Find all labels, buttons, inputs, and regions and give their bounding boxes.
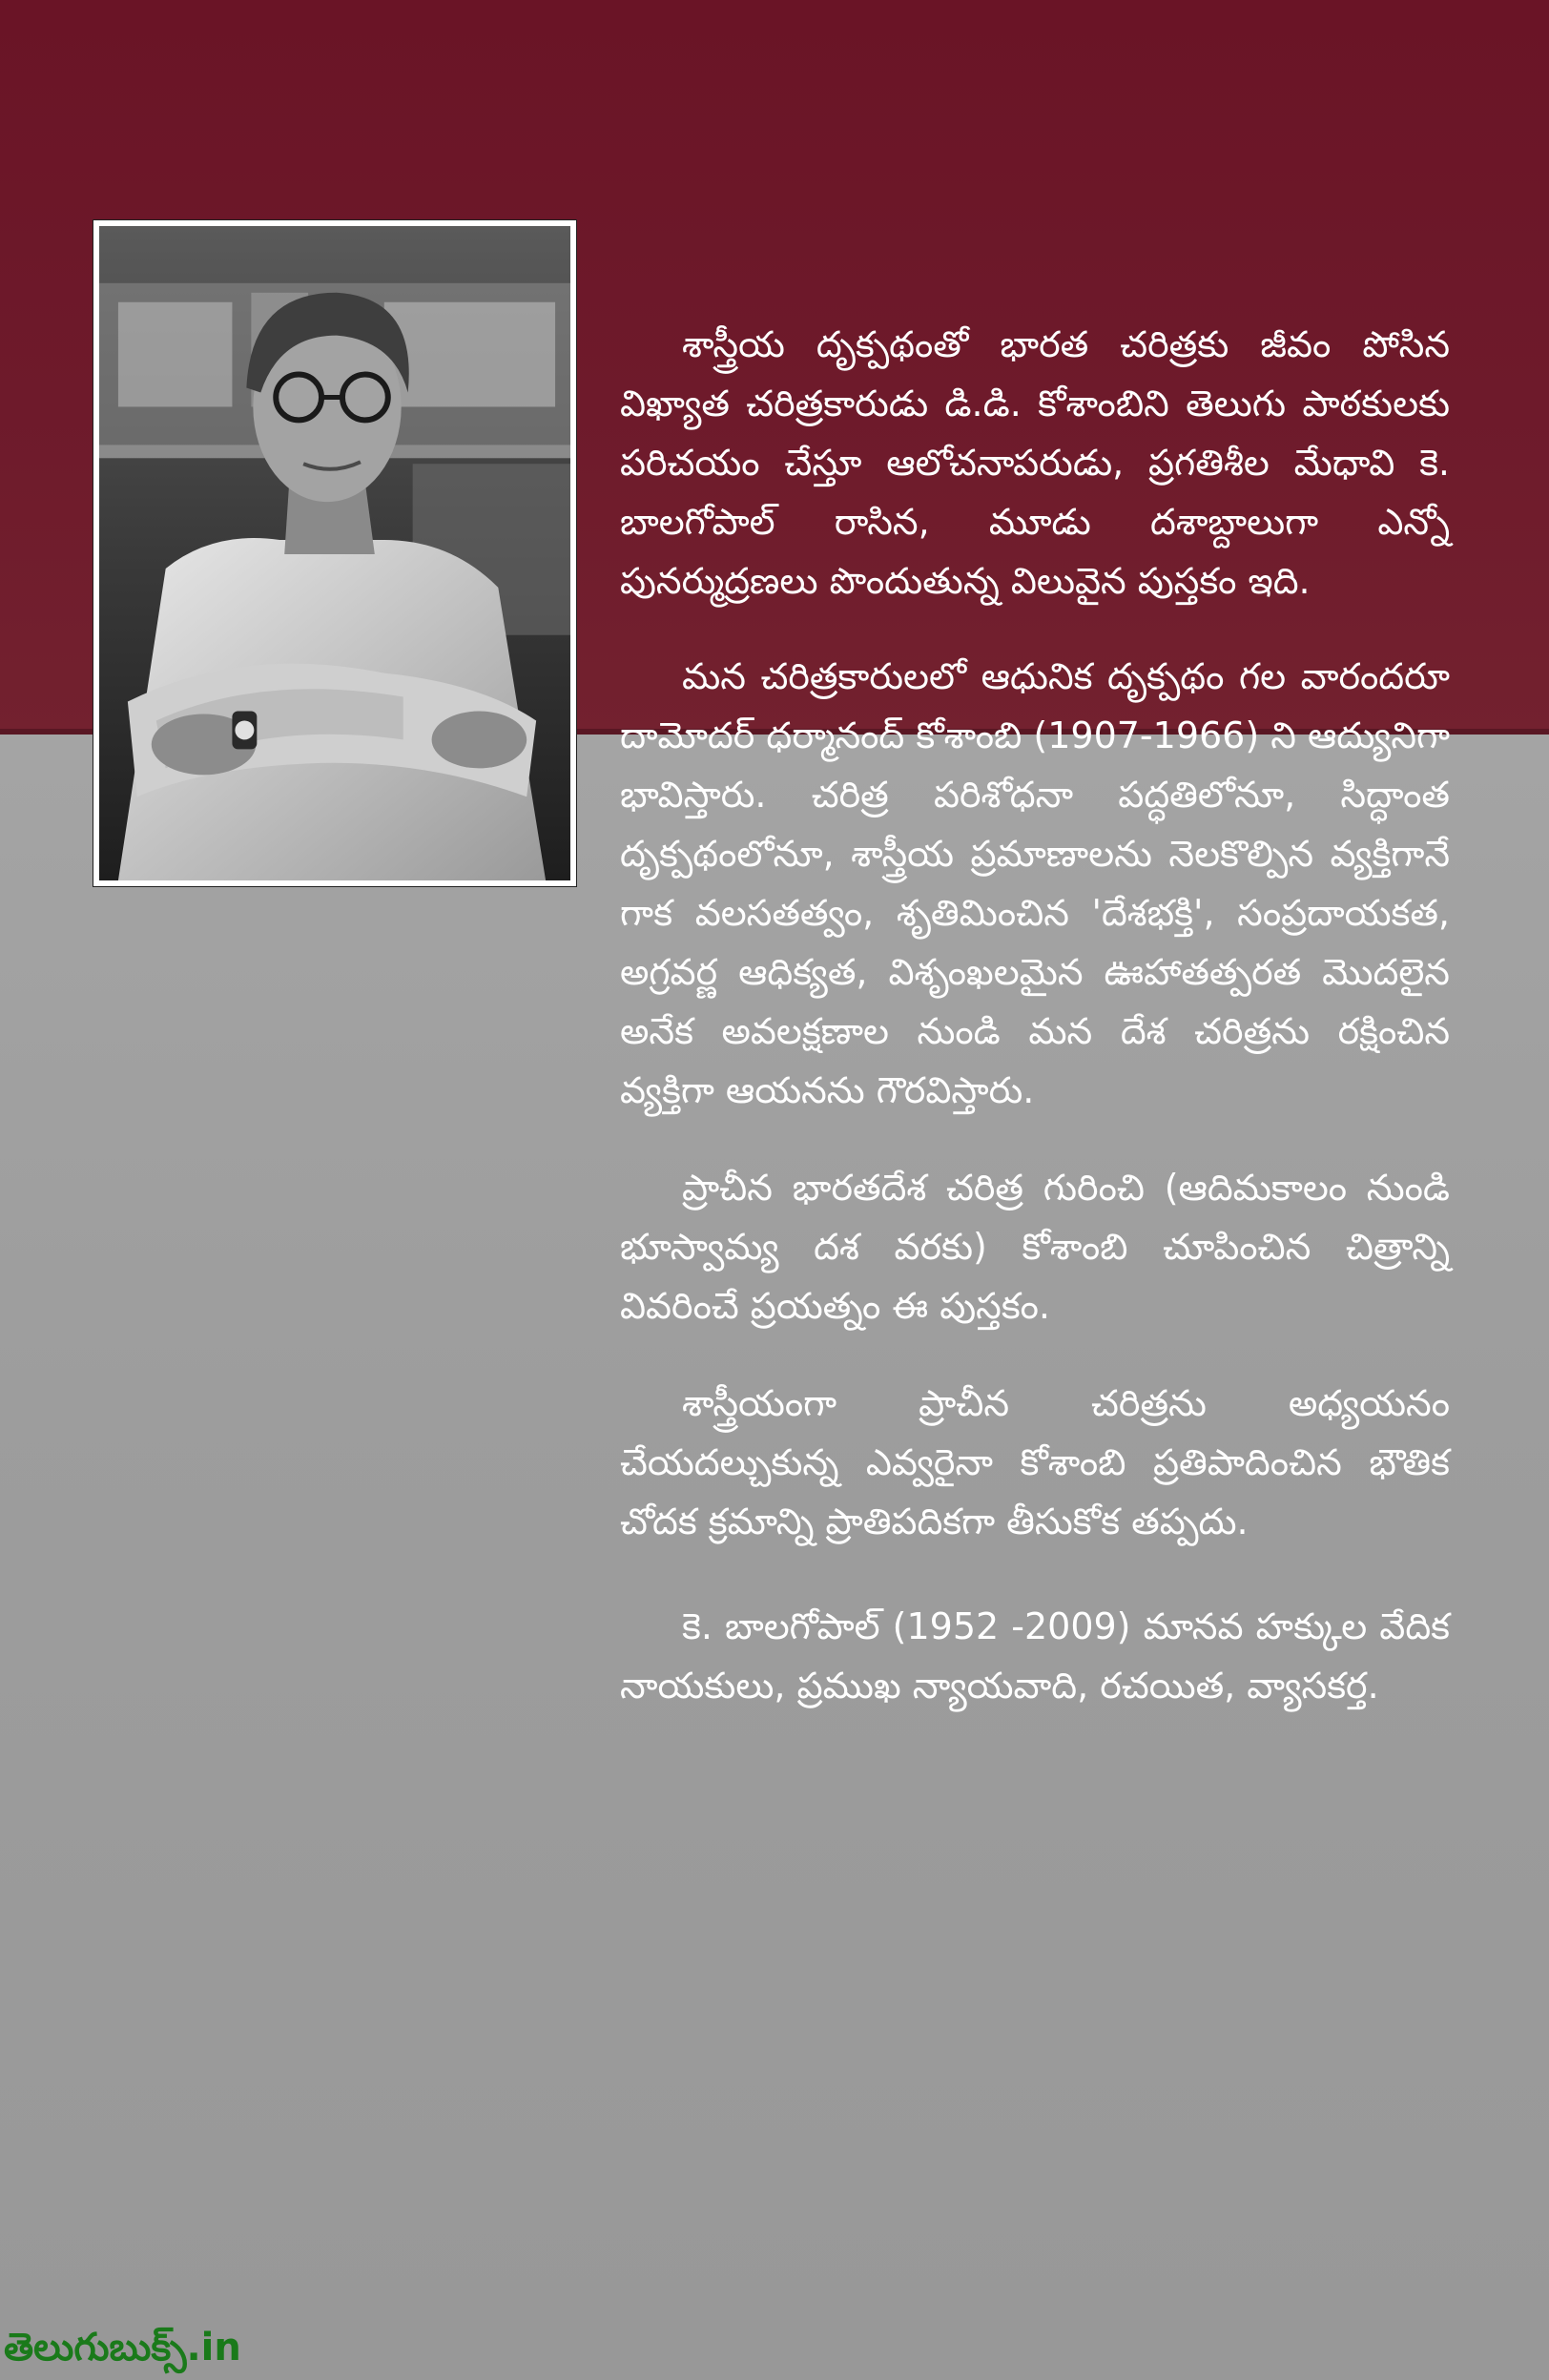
author-photo-image bbox=[99, 226, 570, 880]
author-photo bbox=[93, 219, 577, 887]
blurb bbox=[620, 315, 1450, 1715]
blurb-paragraph-kosambi: మన చరిత్రకారులలో ఆధునిక దృక్పథం గల వారందరూ దామోదర్ ధర్మానంద్ కోశాంబి (1907-1966) ని ఆద్యునిగా భావిస్తారు. చరిత్ర పరిశోధనా పద్ధతిలోనూ, సిద్ధాంత దృక్పథంలోనూ, శాస్త్రీయ ప్రమాణాలను నెలకొల్పిన వ్యక్తిగానే గాక వలసతత్వం, శృతిమించిన 'దేశభక్తి', సంప్రదాయకత, అగ్రవర్ణ ఆధిక్యత, విశృంఖలమైన ఊహాతత్పరత మొదలైన అనేక అవలక్షణాల నుండి మన దేశ చరిత్రను రక్షించిన వ్యక్తిగా ఆయనను గౌరవిస్తారు. bbox=[620, 655, 1450, 1111]
site-watermark: తెలుగుబుక్స్.in bbox=[4, 2326, 241, 2370]
blurb-paragraph-book: ప్రాచీన భారతదేశ చరిత్ర గురించి (ఆదిమకాలం నుండి భూస్వామ్య దశ వరకు) కోశాంబి చూపించిన చిత్రాన్ని వివరించే ప్రయత్నం ఈ పుస్తకం. bbox=[620, 1167, 1450, 1327]
blurb-paragraph-author: కె. బాలగోపాల్ (1952 -2009) మానవ హక్కుల వేదిక నాయకులు, ప్రముఖ న్యాయవాది, రచయిత, వ్యాసకర్త. bbox=[620, 1605, 1450, 1707]
blurb-paragraph-method: శాస్త్రీయంగా ప్రాచీన చరిత్రను అధ్యయనం చేయదల్చుకున్న ఎవ్వరైనా కోశాంబి ప్రతిపాదించిన భౌతిక చోదక క్రమాన్ని ప్రాతిపదికగా తీసుకోక తప్పదు. bbox=[620, 1382, 1450, 1542]
blurb-paragraph-intro: శాస్త్రీయ దృక్పథంతో భారత చరిత్రకు జీవం పోసిన విఖ్యాత చరిత్రకారుడు డి.డి. కోశాంబిని తెలుగు పాఠకులకు పరిచయం చేస్తూ ఆలోచనాపరుడు, ప్రగతిశీల మేధావి కె. బాలగోపాల్ రాసిన, మూడు దశాబ్దాలుగా ఎన్నో పునర్ముద్రణలు పొందుతున్న విలువైన పుస్తకం ఇది. bbox=[620, 323, 1450, 602]
